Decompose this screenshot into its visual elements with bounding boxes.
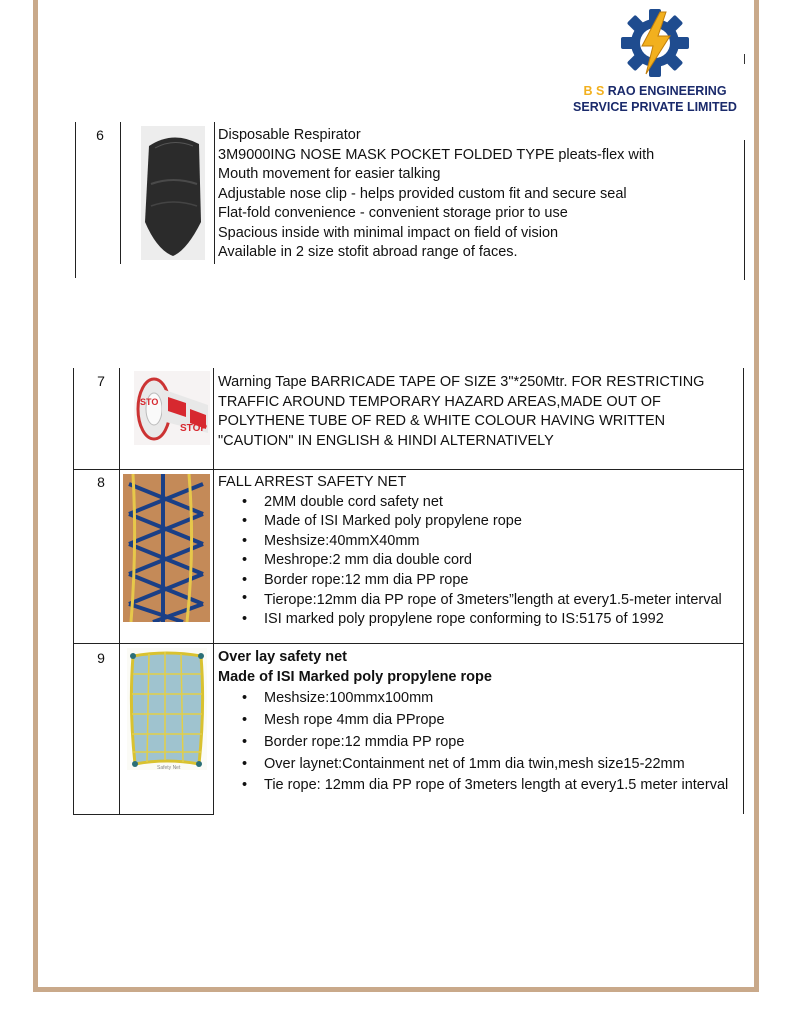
fall-arrest-net-image — [123, 474, 210, 622]
row6-border-img — [214, 122, 215, 264]
item-6-line: Disposable Respirator — [218, 127, 361, 143]
row6-border-num — [120, 122, 121, 264]
gear-lightning-logo-icon — [618, 6, 692, 80]
item-6-line: 3M9000ING NOSE MASK POCKET FOLDED TYPE pleats-flex with — [218, 146, 655, 163]
table-border-num — [119, 368, 120, 814]
item-7-description — [218, 373, 743, 451]
page-border-left — [33, 0, 38, 990]
company-name-line2: SERVICE PRIVATE LIMITED — [573, 100, 737, 114]
company-name — [560, 83, 750, 115]
item-9-bullet: • Mesh rope 4mm dia PPrope — [218, 711, 743, 731]
table-border-left — [73, 368, 74, 814]
overlay-safety-net-image — [127, 648, 207, 770]
item-9-spec-list — [218, 689, 743, 793]
respirator-mask-image — [141, 126, 205, 260]
item-9-bullet: • Meshsize:100mmx100mm — [218, 689, 743, 709]
svg-text:STOP: STOP — [180, 423, 208, 434]
item-8-description — [218, 473, 743, 630]
net-image-caption: Safety Net — [157, 765, 181, 770]
item-9-subtitle: Made of ISI Marked poly propylene rope — [218, 668, 492, 685]
item-6-description — [218, 126, 743, 263]
item-6-number: 6 — [96, 127, 104, 143]
page-border-bottom — [33, 987, 759, 992]
company-name-line1: RAO ENGINEERING — [607, 84, 727, 98]
item-6-line: Available in 2 size stofit abroad range of faces. — [218, 244, 518, 260]
table-border-right — [743, 368, 744, 814]
item-8-bullet: • Border rope:12 mm dia PP rope — [218, 571, 743, 591]
item-6-line: Adjustable nose clip - helps provided custom fit and secure seal — [218, 185, 627, 202]
row6-border-right — [744, 140, 745, 280]
row8-bottom-border — [73, 643, 744, 644]
item-9-description — [218, 648, 743, 793]
item-8-bullet: • Meshrope:2 mm dia double cord — [218, 551, 743, 571]
item-6-line: Flat-fold convenience - convenient storage prior to use — [218, 205, 568, 221]
item-7-line: "CAUTION" IN ENGLISH & HINDI ALTERNATIVELY — [218, 432, 554, 449]
item-7-number: 7 — [97, 373, 105, 389]
barricade-tape-image — [134, 371, 210, 445]
item-8-bullet: • ISI marked poly propylene rope conforming to IS:5175 of 1992 — [218, 610, 743, 630]
item-7-line: TRAFFIC AROUND TEMPORARY HAZARD AREAS,MADE OUT OF — [218, 393, 661, 410]
item-8-title: FALL ARREST SAFETY NET — [218, 474, 407, 490]
page-border-right — [754, 0, 759, 990]
item-8-bullet: • Tierope:12mm dia PP rope of 3meters”length at every1.5-meter interval — [218, 590, 743, 610]
item-8-bullet: • Meshsize:40mmX40mm — [218, 532, 743, 552]
row9-bottom-border — [73, 814, 214, 815]
item-7-line: Warning Tape BARRICADE TAPE OF SIZE 3"*250Mtr. FOR RESTRICTING — [218, 374, 705, 390]
row7-bottom-border — [73, 469, 744, 470]
item-8-bullet: • 2MM double cord safety net — [218, 493, 743, 513]
header-tick — [744, 54, 745, 64]
item-9-bullet: • Tie rope: 12mm dia PP rope of 3meters length at every1.5 meter interval — [218, 777, 743, 793]
table-border-img — [213, 368, 214, 814]
svg-text:STO: STO — [140, 397, 159, 407]
row6-border-left — [75, 122, 76, 278]
item-9-bullet: • Border rope:12 mmdia PP rope — [218, 733, 743, 753]
item-6-line: Spacious inside with minimal impact on field of vision — [218, 224, 559, 241]
item-6-line: Mouth movement for easier talking — [218, 166, 441, 182]
item-9-bullet: • Over laynet:Containment net of 1mm dia twin,mesh size15-22mm — [218, 755, 743, 775]
item-8-bullet: • Made of ISI Marked poly propylene rope — [218, 512, 743, 532]
item-8-spec-list — [218, 493, 743, 630]
item-7-line: POLYTHENE TUBE OF RED & WHITE COLOUR HAVING WRITTEN — [218, 413, 666, 429]
item-8-number: 8 — [97, 474, 105, 490]
item-9-title: Over lay safety net — [218, 649, 347, 665]
company-initials: B S — [583, 84, 605, 98]
item-9-number: 9 — [97, 650, 105, 666]
